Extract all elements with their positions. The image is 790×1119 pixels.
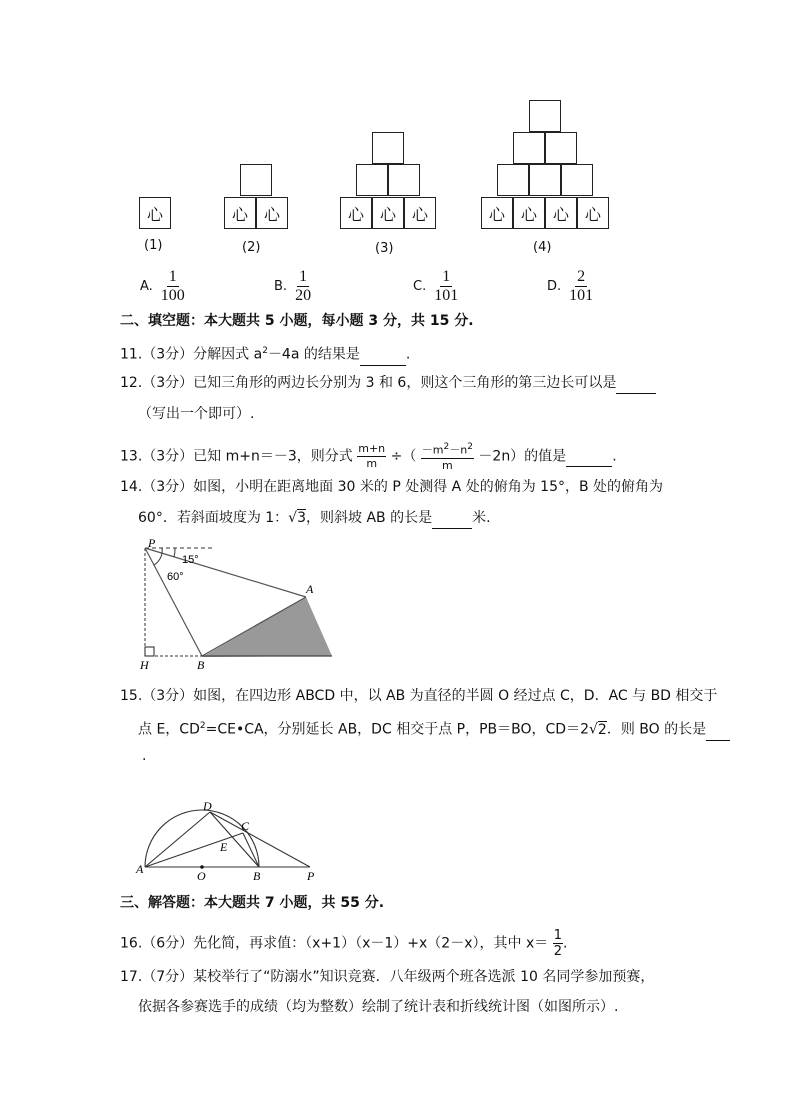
option-fraction: $\frac{1}{100}$ — [160, 268, 185, 304]
pyramid-cell: 心 — [481, 197, 513, 229]
sqrt-symbol: √ — [288, 510, 298, 526]
pyramid-cell: 心 — [139, 197, 171, 229]
segment-ac — [145, 833, 243, 867]
option-b[interactable] — [274, 268, 311, 305]
label-p: P — [148, 536, 156, 550]
pyramid-cell: 心 — [404, 197, 436, 229]
label-c: C — [241, 819, 250, 833]
pyramid-cell: 心 — [340, 197, 372, 229]
label-b: B — [253, 869, 261, 882]
pyramid-cell: 心 — [545, 197, 577, 229]
answer-blank[interactable] — [360, 345, 406, 366]
pyramid-cell — [240, 164, 272, 196]
segment-ad — [145, 812, 210, 867]
option-c[interactable] — [413, 268, 458, 305]
option-letter: C. — [413, 279, 427, 294]
sqrt-symbol: √ — [588, 721, 598, 738]
question-16: 16.（6分）先化简，再求值：（x+1）（x－1）+x（2－x），其中 x＝ $\frac{1}{2}$ . — [120, 928, 568, 959]
answer-blank[interactable] — [432, 508, 472, 529]
option-letter: D. — [547, 279, 562, 294]
label-d: D — [203, 800, 212, 813]
section-3-title: 三、解答题：本大题共 7 小题，共 55 分. — [120, 895, 385, 911]
question-17-line1: 17.（7分）某校举行了“防溺水”知识竞赛．八年级两个班各选派 10 名同学参加预赛， — [120, 969, 655, 985]
question-15-line2: 点 E，$CD^2=CE•CA$，分别延长 AB，DC 相交于点 P，PB＝BO，CD＝2√2．则 BO 的长是 — [138, 716, 730, 741]
pyramid-cell — [529, 100, 561, 132]
figure-14 — [130, 535, 350, 675]
option-fraction: $\frac{1}{20}$ — [295, 268, 312, 304]
question-17-line2: 依据各参赛选手的成绩（均为整数）绘制了统计表和折线统计图（如图所示）. — [138, 999, 619, 1015]
label-angle60: 60° — [167, 571, 184, 583]
fraction: $\frac{-m^2-n^2}{m}$ — [421, 442, 473, 472]
label-a: A — [136, 862, 144, 876]
slope-shaded — [202, 597, 332, 657]
question-12-line1: 12.（3分）已知三角形的两边长分别为 3 和 6，则这个三角形的第三边长可以是 — [120, 373, 656, 394]
label-h: H — [140, 658, 149, 672]
question-14-line1: 14.（3分）如图，小明在距离地面 30 米的 P 处测得 A 处的俯角为 15°，B 处的俯角为 — [120, 479, 664, 495]
label-p: P — [307, 869, 315, 882]
option-fraction: $\frac{1}{101}$ — [434, 268, 459, 304]
option-d[interactable] — [547, 268, 593, 305]
label-o: O — [197, 869, 206, 882]
right-angle-mark — [145, 647, 154, 656]
angle-arc-15 — [174, 548, 175, 557]
pyramid-cell — [388, 164, 420, 196]
option-letter: A. — [140, 279, 153, 294]
question-11: 11.（3分）分解因式 $a^2-4a$ 的结果是 . — [120, 341, 410, 366]
figure-label: (1) — [144, 238, 163, 253]
question-14-line2: 60°．若斜面坡度为 1：√3，则斜坡 AB 的长是 米. — [138, 508, 491, 529]
figure-label: (2) — [242, 240, 261, 255]
pyramid-cell — [545, 132, 577, 164]
fraction: $\frac{m+n}{m}$ — [358, 441, 386, 470]
pyramid-cell: 心 — [224, 197, 256, 229]
option-a[interactable] — [140, 268, 185, 305]
figure-label: (3) — [375, 241, 394, 256]
label-e: E — [220, 840, 228, 854]
label-a: A — [306, 582, 314, 596]
figure-15 — [135, 800, 325, 882]
pyramid-cell — [513, 132, 545, 164]
label-angle15: 15° — [182, 554, 199, 566]
answer-blank[interactable] — [566, 446, 612, 467]
pyramid-cell — [497, 164, 529, 196]
section-2-title: 二、填空题：本大题共 5 小题，每小题 3 分，共 15 分. — [120, 313, 474, 329]
pyramid-cell — [372, 132, 404, 164]
answer-blank[interactable] — [616, 373, 656, 394]
answer-blank[interactable] — [706, 720, 730, 741]
pyramid-cell — [561, 164, 593, 196]
pyramid-cell: 心 — [577, 197, 609, 229]
question-15-line1: 15.（3分）如图，在四边形 ABCD 中，以 AB 为直径的半圆 O 经过点 C，D．AC 与 BD 相交于 — [120, 688, 718, 704]
label-b: B — [197, 658, 205, 672]
pyramid-cell — [356, 164, 388, 196]
question-13: 13.（3分）已知 m+n＝－3，则分式 $\frac{m+n}{m}$ ÷（ $\frac{-m^2-n^2}{m}$ －2n）的值是 . — [120, 441, 617, 472]
pyramid-cell: 心 — [372, 197, 404, 229]
pyramid-cell: 心 — [256, 197, 288, 229]
question-12-line2: （写出一个即可）. — [138, 406, 255, 422]
question-15-line3: . — [138, 746, 146, 766]
fraction: $\frac{1}{2}$ — [553, 928, 562, 959]
option-letter: B. — [274, 279, 288, 294]
pyramid-cell — [529, 164, 561, 196]
option-fraction: $\frac{2}{101}$ — [569, 268, 594, 304]
figure-label: (4) — [533, 240, 552, 255]
pyramid-cell: 心 — [513, 197, 545, 229]
